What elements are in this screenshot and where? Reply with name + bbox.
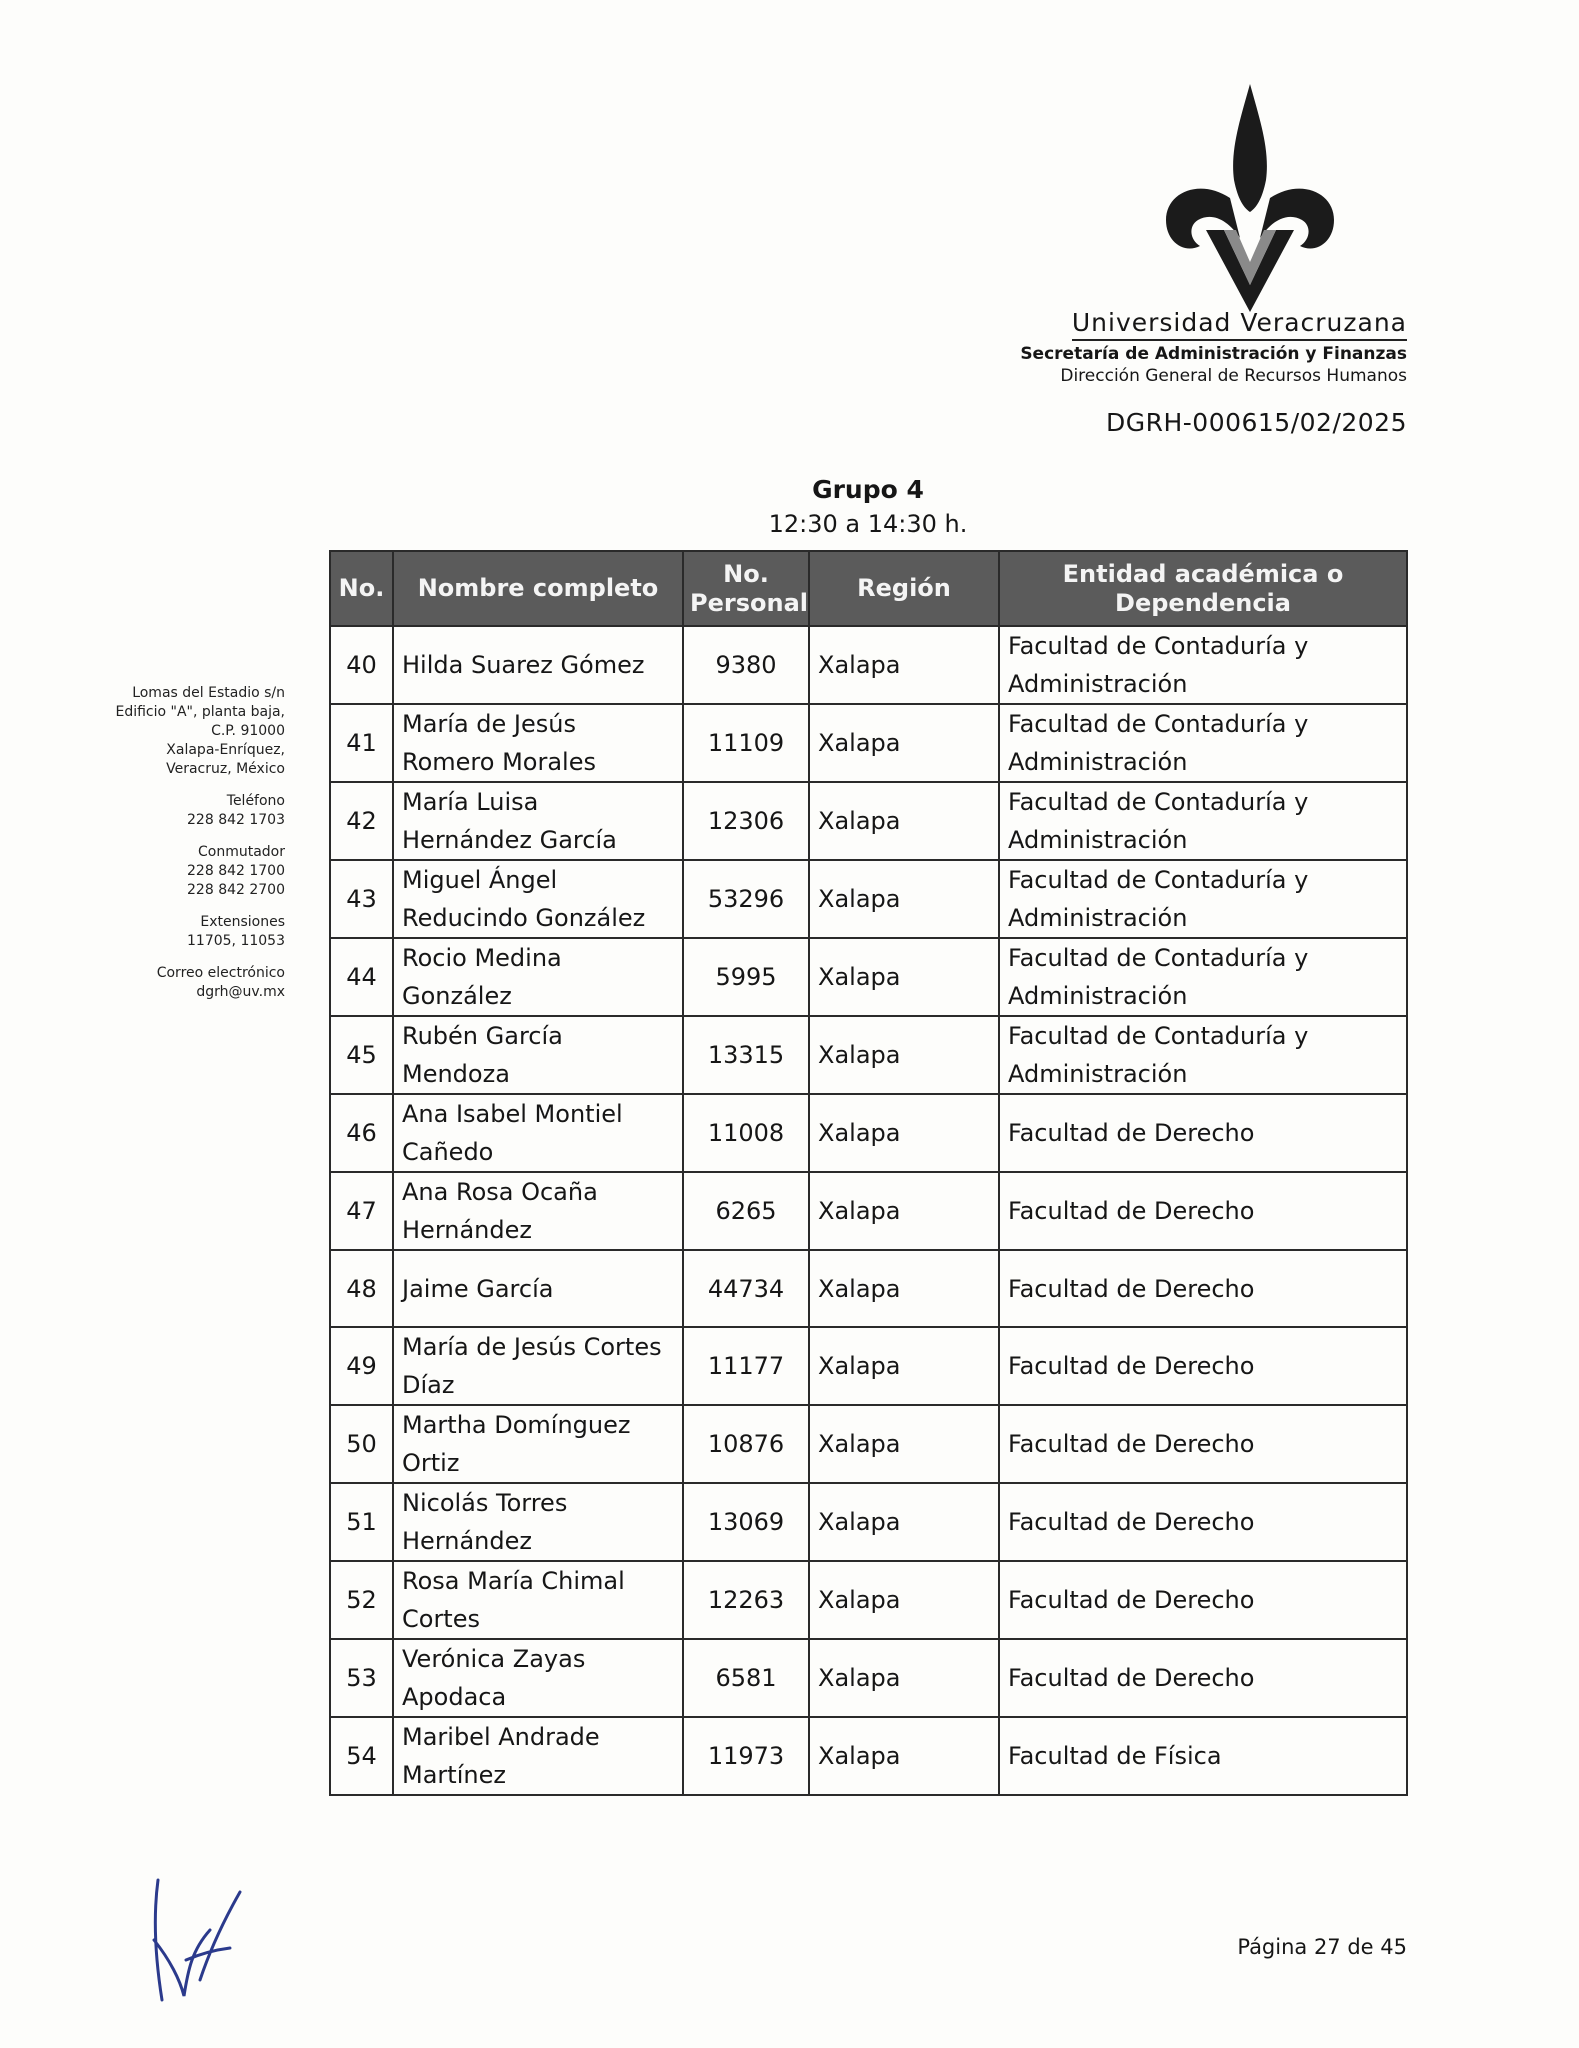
cell-entity: Facultad de Derecho: [999, 1094, 1407, 1172]
cell-personal: 11008: [683, 1094, 809, 1172]
address-line: C.P. 91000: [211, 723, 285, 739]
cell-region: Xalapa: [809, 1483, 999, 1561]
cell-name: Verónica Zayas Apodaca: [393, 1639, 683, 1717]
cell-no: 52: [330, 1561, 393, 1639]
cell-name: Rosa María Chimal Cortes: [393, 1561, 683, 1639]
table-row: [330, 1405, 1407, 1483]
table-row: [330, 938, 1407, 1016]
table-row: [330, 1483, 1407, 1561]
institution-name: Universidad Veracruzana: [1072, 308, 1407, 341]
email-value: dgrh@uv.mx: [196, 984, 285, 1000]
contact-sidebar: [85, 684, 285, 1015]
table-row: [330, 1250, 1407, 1327]
cell-region: Xalapa: [809, 1172, 999, 1250]
cell-name: Jaime García: [393, 1250, 683, 1327]
cell-no: 49: [330, 1327, 393, 1405]
cell-region: Xalapa: [809, 860, 999, 938]
cell-no: 40: [330, 626, 393, 704]
phone-label: Teléfono: [226, 793, 285, 809]
page-number: Página 27 de 45: [1237, 1935, 1407, 1959]
cell-name: Nicolás Torres Hernández: [393, 1483, 683, 1561]
institution-secretaria: Secretaría de Administración y Finanzas: [1020, 344, 1407, 364]
cell-personal: 12306: [683, 782, 809, 860]
email-block: [85, 964, 285, 1002]
cell-personal: 53296: [683, 860, 809, 938]
table-row: [330, 1717, 1407, 1795]
cell-entity: Facultad de Contaduría y Administración: [999, 938, 1407, 1016]
cell-region: Xalapa: [809, 704, 999, 782]
cell-no: 51: [330, 1483, 393, 1561]
cell-name: Rubén García Mendoza: [393, 1016, 683, 1094]
cell-region: Xalapa: [809, 1405, 999, 1483]
cell-name: Hilda Suarez Gómez: [393, 626, 683, 704]
cell-personal: 44734: [683, 1250, 809, 1327]
cell-name: Rocio Medina González: [393, 938, 683, 1016]
table-row: [330, 1172, 1407, 1250]
switch-number: 228 842 1700: [187, 863, 285, 879]
cell-entity: Facultad de Contaduría y Administración: [999, 626, 1407, 704]
university-logo-icon: [1160, 80, 1340, 315]
cell-personal: 13315: [683, 1016, 809, 1094]
switch-block: [85, 843, 285, 900]
cell-entity: Facultad de Contaduría y Administración: [999, 704, 1407, 782]
signature-mark: [140, 1870, 250, 2010]
cell-personal: 12263: [683, 1561, 809, 1639]
table-header-row: [330, 551, 1407, 626]
institution-header: [887, 308, 1407, 387]
cell-personal: 11973: [683, 1717, 809, 1795]
phone-block: [85, 792, 285, 830]
cell-entity: Facultad de Derecho: [999, 1483, 1407, 1561]
cell-entity: Facultad de Contaduría y Administración: [999, 782, 1407, 860]
cell-personal: 13069: [683, 1483, 809, 1561]
cell-no: 50: [330, 1405, 393, 1483]
cell-region: Xalapa: [809, 1016, 999, 1094]
table-row: [330, 860, 1407, 938]
table-row: [330, 704, 1407, 782]
cell-no: 54: [330, 1717, 393, 1795]
cell-entity: Facultad de Derecho: [999, 1250, 1407, 1327]
cell-personal: 11177: [683, 1327, 809, 1405]
address-line: Lomas del Estadio s/n: [132, 685, 285, 701]
header-region: Región: [809, 551, 999, 626]
cell-name: Miguel Ángel Reducindo González: [393, 860, 683, 938]
cell-name: María de Jesús Cortes Díaz: [393, 1327, 683, 1405]
cell-name: Maribel Andrade Martínez: [393, 1717, 683, 1795]
phone-number: 228 842 1703: [187, 812, 285, 828]
cell-no: 42: [330, 782, 393, 860]
group-title: Grupo 4: [812, 475, 924, 504]
address-line: Veracruz, México: [166, 761, 285, 777]
cell-personal: 10876: [683, 1405, 809, 1483]
cell-region: Xalapa: [809, 782, 999, 860]
table-row: [330, 782, 1407, 860]
table-row: [330, 1561, 1407, 1639]
participants-table: [329, 550, 1408, 1796]
header-no: No.: [330, 551, 393, 626]
cell-name: María Luisa Hernández García: [393, 782, 683, 860]
cell-region: Xalapa: [809, 1639, 999, 1717]
cell-no: 41: [330, 704, 393, 782]
cell-name: Martha Domínguez Ortiz: [393, 1405, 683, 1483]
table-row: [330, 626, 1407, 704]
cell-no: 46: [330, 1094, 393, 1172]
switch-label: Conmutador: [197, 844, 285, 860]
email-label: Correo electrónico: [156, 965, 285, 981]
cell-personal: 9380: [683, 626, 809, 704]
cell-personal: 11109: [683, 704, 809, 782]
table-body: [330, 626, 1407, 1795]
cell-personal: 6265: [683, 1172, 809, 1250]
address-block: [85, 684, 285, 779]
cell-personal: 6581: [683, 1639, 809, 1717]
table-row: [330, 1639, 1407, 1717]
cell-region: Xalapa: [809, 1094, 999, 1172]
cell-entity: Facultad de Derecho: [999, 1561, 1407, 1639]
cell-entity: Facultad de Derecho: [999, 1405, 1407, 1483]
institution-direccion: Dirección General de Recursos Humanos: [1060, 366, 1407, 386]
header-entity: Entidad académica o Dependencia: [999, 551, 1407, 626]
cell-no: 53: [330, 1639, 393, 1717]
cell-region: Xalapa: [809, 1561, 999, 1639]
cell-name: Ana Rosa Ocaña Hernández: [393, 1172, 683, 1250]
cell-entity: Facultad de Contaduría y Administración: [999, 1016, 1407, 1094]
switch-number: 228 842 2700: [187, 882, 285, 898]
group-time: 12:30 a 14:30 h.: [768, 510, 968, 538]
cell-name: Ana Isabel Montiel Cañedo: [393, 1094, 683, 1172]
cell-region: Xalapa: [809, 1717, 999, 1795]
cell-no: 47: [330, 1172, 393, 1250]
address-line: Xalapa-Enríquez,: [166, 742, 285, 758]
cell-region: Xalapa: [809, 1327, 999, 1405]
cell-no: 44: [330, 938, 393, 1016]
cell-entity: Facultad de Derecho: [999, 1327, 1407, 1405]
cell-entity: Facultad de Derecho: [999, 1639, 1407, 1717]
cell-region: Xalapa: [809, 938, 999, 1016]
header-personal: No. Personal: [683, 551, 809, 626]
cell-no: 48: [330, 1250, 393, 1327]
extensions-label: Extensiones: [200, 914, 285, 930]
extensions-block: [85, 913, 285, 951]
address-line: Edificio "A", planta baja,: [115, 704, 285, 720]
cell-personal: 5995: [683, 938, 809, 1016]
cell-name: María de Jesús Romero Morales: [393, 704, 683, 782]
table-row: [330, 1094, 1407, 1172]
header-name: Nombre completo: [393, 551, 683, 626]
table-row: [330, 1016, 1407, 1094]
cell-no: 45: [330, 1016, 393, 1094]
cell-entity: Facultad de Física: [999, 1717, 1407, 1795]
cell-no: 43: [330, 860, 393, 938]
table-row: [330, 1327, 1407, 1405]
extensions-value: 11705, 11053: [187, 933, 285, 949]
cell-entity: Facultad de Contaduría y Administración: [999, 860, 1407, 938]
cell-entity: Facultad de Derecho: [999, 1172, 1407, 1250]
cell-region: Xalapa: [809, 626, 999, 704]
cell-region: Xalapa: [809, 1250, 999, 1327]
document-reference: DGRH-000615/02/2025: [1105, 408, 1407, 437]
